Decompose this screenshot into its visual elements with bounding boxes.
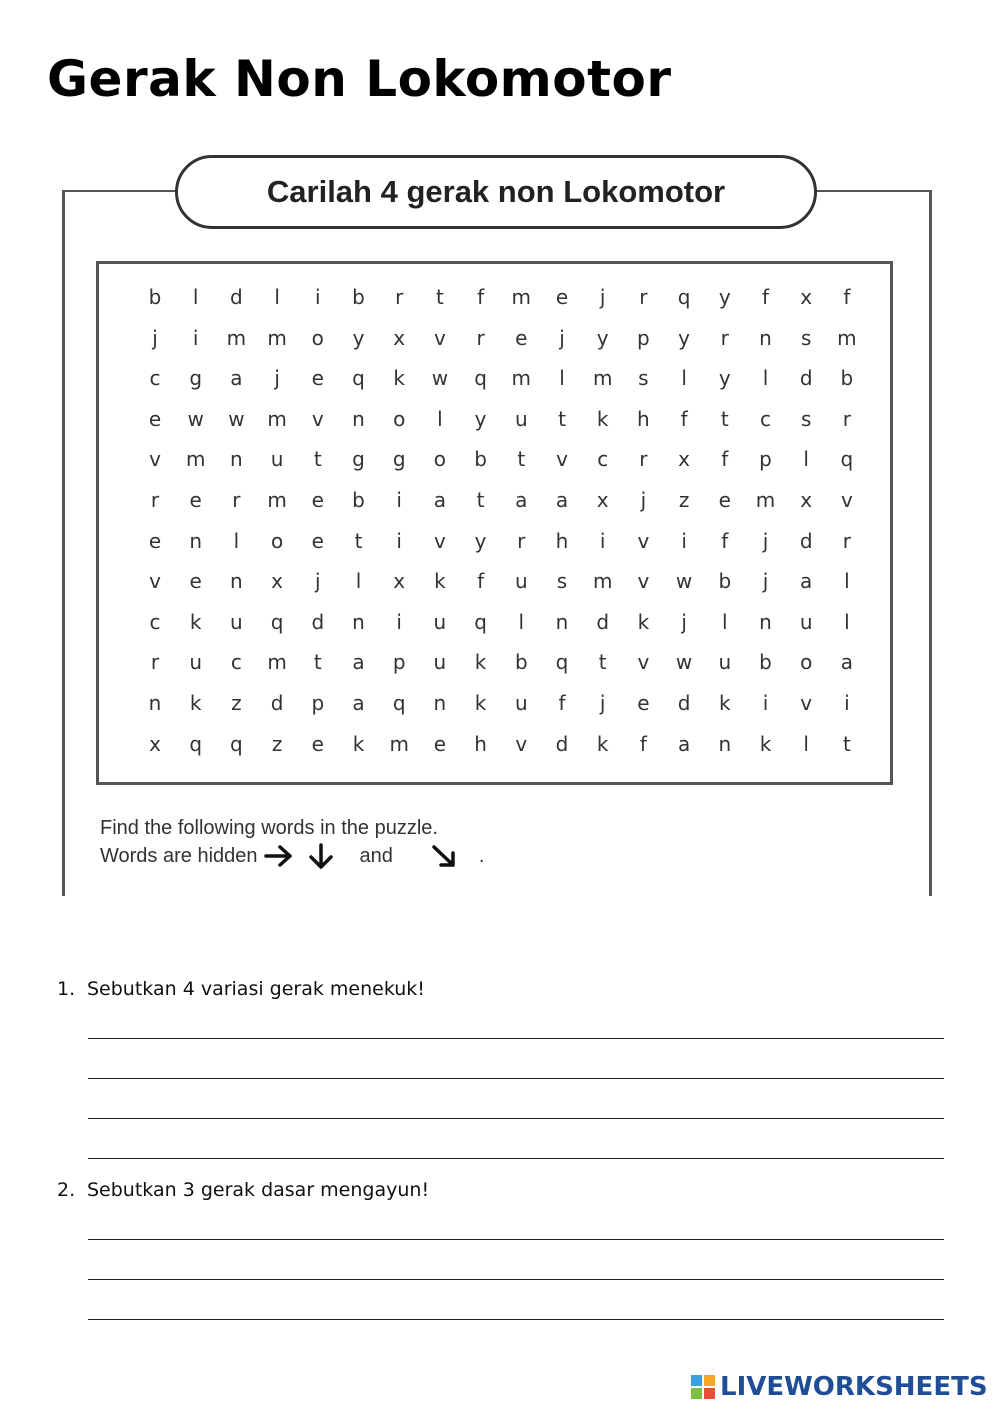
grid-letter[interactable]: d — [799, 366, 813, 391]
grid-letter[interactable]: l — [192, 285, 199, 309]
grid-letter[interactable]: g — [352, 447, 365, 472]
grid-letter[interactable]: v — [311, 406, 324, 431]
grid-row — [99, 683, 890, 723]
grid-letter[interactable]: r — [232, 488, 241, 512]
grid-letter[interactable]: t — [558, 406, 566, 431]
grid-letter[interactable]: u — [433, 609, 447, 634]
grid-letter[interactable]: m — [592, 366, 613, 391]
grid-letter[interactable]: h — [555, 528, 569, 553]
grid-letter[interactable]: q — [352, 366, 365, 391]
grid-letter[interactable]: u — [189, 650, 203, 675]
grid-letter[interactable]: v — [433, 528, 446, 553]
grid-row — [99, 521, 890, 561]
grid-letter[interactable]: f — [639, 731, 647, 756]
grid-letter[interactable]: q — [555, 650, 569, 675]
grid-letter[interactable]: v — [637, 528, 650, 553]
grid-letter[interactable]: t — [598, 650, 607, 675]
grid-letter[interactable]: m — [267, 488, 287, 512]
grid-letter[interactable]: n — [352, 406, 365, 431]
arrow-down-icon — [306, 843, 336, 869]
grid-letter[interactable]: o — [393, 406, 406, 431]
question-2 — [57, 1179, 429, 1201]
question-1 — [57, 978, 425, 1000]
grid-letter[interactable]: f — [680, 406, 688, 431]
grid-letter[interactable]: y — [352, 325, 365, 350]
grid-letter[interactable]: c — [597, 447, 609, 472]
puzzle-heading: Carilah 4 gerak non Lokomotor — [175, 155, 817, 229]
grid-letter[interactable]: i — [192, 325, 199, 350]
grid-letter[interactable]: x — [149, 731, 161, 756]
grid-letter[interactable]: b — [352, 285, 365, 309]
answer-line[interactable] — [88, 1038, 944, 1039]
grid-letter[interactable]: u — [270, 447, 284, 472]
grid-letter[interactable]: f — [477, 285, 485, 309]
grid-letter[interactable]: v — [149, 569, 161, 594]
grid-letter[interactable]: v — [637, 650, 650, 675]
grid-letter[interactable]: q — [840, 447, 854, 472]
grid-letter[interactable]: j — [599, 691, 606, 715]
grid-letter[interactable]: r — [150, 650, 160, 675]
grid-letter[interactable]: d — [230, 285, 243, 309]
grid-letter[interactable]: p — [392, 650, 406, 675]
grid-letter[interactable]: k — [352, 731, 365, 756]
grid-letter[interactable]: w — [187, 406, 204, 431]
grid-letter[interactable]: e — [515, 325, 528, 350]
grid-letter[interactable]: v — [800, 691, 813, 715]
grid-letter[interactable]: e — [637, 691, 650, 715]
grid-letter[interactable]: m — [389, 731, 409, 756]
grid-letter[interactable]: q — [270, 609, 284, 634]
grid-letter[interactable]: q — [392, 691, 406, 715]
grid-letter[interactable]: a — [433, 488, 447, 512]
grid-letter[interactable]: e — [311, 488, 324, 512]
grid-letter[interactable]: k — [434, 569, 446, 594]
answer-line[interactable] — [88, 1158, 944, 1159]
grid-letter[interactable]: c — [149, 366, 161, 391]
grid-letter[interactable]: l — [803, 447, 809, 472]
grid-letter[interactable]: l — [681, 366, 687, 391]
grid-letter[interactable]: u — [718, 650, 732, 675]
grid-letter[interactable]: o — [800, 650, 813, 675]
grid-letter[interactable]: y — [678, 325, 691, 350]
grid-letter[interactable]: e — [311, 528, 324, 553]
grid-letter[interactable]: l — [803, 731, 809, 756]
grid-letter[interactable]: j — [152, 325, 158, 350]
grid-letter[interactable]: y — [718, 366, 731, 391]
grid-letter[interactable]: v — [149, 447, 161, 472]
grid-letter[interactable]: t — [313, 650, 322, 675]
grid-letter[interactable]: w — [675, 650, 693, 675]
grid-letter[interactable]: r — [842, 406, 851, 431]
grid-letter[interactable]: e — [189, 488, 202, 512]
grid-letter[interactable]: a — [352, 691, 365, 715]
grid-letter[interactable]: i — [762, 691, 769, 715]
grid-letter[interactable]: i — [599, 528, 606, 553]
grid-letter[interactable]: z — [678, 488, 690, 512]
grid-letter[interactable]: g — [189, 366, 203, 391]
grid-letter[interactable]: m — [755, 488, 776, 512]
grid-letter[interactable]: x — [800, 285, 813, 309]
grid-letter[interactable]: i — [396, 488, 402, 512]
grid-letter[interactable]: u — [230, 609, 243, 634]
grid-letter[interactable]: p — [311, 691, 325, 715]
answer-line[interactable] — [88, 1239, 944, 1240]
grid-letter[interactable]: d — [596, 609, 610, 634]
grid-letter[interactable]: j — [762, 528, 769, 553]
grid-letter[interactable]: d — [555, 731, 569, 756]
grid-letter[interactable]: t — [435, 285, 444, 309]
grid-letter[interactable]: i — [396, 609, 402, 634]
grid-letter[interactable]: i — [396, 528, 402, 553]
grid-letter[interactable]: k — [189, 691, 202, 715]
grid-letter[interactable]: t — [720, 406, 729, 431]
grid-letter[interactable]: l — [559, 366, 565, 391]
grid-letter[interactable]: j — [681, 609, 687, 634]
grid-letter[interactable]: a — [515, 488, 528, 512]
grid-letter[interactable]: q — [677, 285, 691, 309]
grid-letter[interactable]: a — [677, 731, 691, 756]
answer-line[interactable] — [88, 1078, 944, 1079]
grid-letter[interactable]: k — [189, 609, 202, 634]
grid-letter[interactable]: v — [433, 325, 446, 350]
grid-letter[interactable]: l — [437, 406, 443, 431]
grid-letter[interactable]: b — [352, 488, 365, 512]
question-text: Sebutkan 4 variasi gerak menekuk! — [87, 978, 425, 1000]
grid-letter[interactable]: u — [799, 609, 813, 634]
answer-line[interactable] — [88, 1118, 944, 1119]
grid-letter[interactable]: k — [393, 366, 405, 391]
grid-letter[interactable]: g — [392, 447, 406, 472]
question-text: Sebutkan 3 gerak dasar mengayun! — [87, 1179, 430, 1201]
grid-letter[interactable]: l — [355, 569, 362, 594]
grid-letter[interactable]: k — [719, 691, 731, 715]
arrow-right-icon — [264, 843, 294, 869]
grid-letter[interactable]: w — [431, 366, 449, 391]
grid-letter[interactable]: e — [433, 731, 447, 756]
grid-letter[interactable]: x — [271, 569, 284, 594]
grid-row — [99, 724, 890, 764]
grid-letter[interactable]: j — [762, 569, 769, 594]
grid-letter[interactable]: r — [395, 285, 404, 309]
grid-letter[interactable]: t — [313, 447, 322, 472]
grid-letter[interactable]: q — [230, 731, 243, 756]
grid-row — [99, 439, 890, 479]
grid-letter[interactable]: k — [637, 609, 650, 634]
instruction-and: and — [359, 844, 393, 867]
grid-letter[interactable]: r — [720, 325, 729, 350]
grid-row — [99, 399, 890, 439]
grid-letter[interactable]: v — [515, 731, 528, 756]
grid-letter[interactable]: d — [270, 691, 284, 715]
grid-letter[interactable]: c — [230, 650, 242, 675]
grid-letter[interactable]: y — [596, 325, 609, 350]
grid-letter[interactable]: e — [718, 488, 731, 512]
instruction-prefix: Words are hidden — [100, 844, 258, 867]
grid-letter[interactable]: k — [596, 406, 609, 431]
grid-letter[interactable]: l — [722, 609, 728, 634]
grid-letter[interactable]: u — [514, 691, 528, 715]
grid-letter[interactable]: i — [681, 528, 687, 553]
grid-letter[interactable]: m — [267, 650, 287, 675]
grid-letter[interactable]: x — [678, 447, 691, 472]
grid-row — [99, 561, 890, 601]
grid-letter[interactable]: o — [433, 447, 447, 472]
grid-row — [99, 480, 890, 520]
grid-letter[interactable]: p — [759, 447, 772, 472]
grid-letter[interactable]: e — [189, 569, 202, 594]
grid-letter[interactable]: e — [148, 406, 162, 431]
grid-letter[interactable]: t — [517, 447, 526, 472]
grid-letter[interactable]: h — [474, 731, 487, 756]
grid-letter[interactable]: f — [761, 285, 770, 309]
grid-letter[interactable]: m — [226, 325, 247, 350]
grid-letter[interactable]: r — [517, 528, 526, 553]
instruction-line-1: Find the following words in the puzzle. — [100, 817, 438, 839]
grid-letter[interactable]: d — [311, 609, 325, 634]
grid-letter[interactable]: n — [148, 691, 162, 715]
liveworksheets-logo — [690, 1372, 988, 1402]
grid-letter[interactable]: z — [271, 731, 283, 756]
grid-letter[interactable]: b — [514, 650, 528, 675]
grid-letter[interactable]: m — [511, 366, 532, 391]
grid-letter[interactable]: o — [311, 325, 324, 350]
arrow-down-right-icon — [429, 843, 459, 869]
grid-letter[interactable]: f — [843, 285, 851, 309]
grid-letter[interactable]: x — [393, 569, 406, 594]
page-title: Gerak Non Lokomotor — [47, 50, 672, 108]
grid-letter[interactable]: u — [433, 650, 447, 675]
grid-letter[interactable]: m — [837, 325, 857, 350]
answer-line[interactable] — [88, 1319, 944, 1320]
grid-letter[interactable]: n — [352, 609, 365, 634]
grid-letter[interactable]: n — [230, 569, 243, 594]
grid-letter[interactable]: i — [315, 285, 321, 309]
grid-letter[interactable]: v — [637, 569, 650, 594]
grid-letter[interactable]: a — [555, 488, 569, 512]
grid-letter[interactable]: n — [189, 528, 203, 553]
grid-letter[interactable]: m — [185, 447, 206, 472]
grid-letter[interactable]: k — [759, 731, 772, 756]
grid-letter[interactable]: m — [511, 285, 532, 309]
grid-letter[interactable]: b — [840, 366, 854, 391]
grid-letter[interactable]: r — [476, 325, 485, 350]
grid-letter[interactable]: o — [270, 528, 284, 553]
grid-letter[interactable]: u — [514, 406, 528, 431]
grid-letter[interactable]: v — [840, 488, 853, 512]
grid-letter[interactable]: l — [762, 366, 769, 391]
grid-letter[interactable]: e — [555, 285, 569, 309]
grid-letter[interactable]: v — [556, 447, 568, 472]
grid-row — [99, 318, 890, 358]
grid-letter[interactable]: n — [555, 609, 569, 634]
grid-letter[interactable]: j — [640, 488, 647, 512]
grid-letter[interactable]: p — [637, 325, 650, 350]
instruction-period: . — [478, 844, 485, 867]
grid-letter[interactable]: r — [639, 447, 648, 472]
grid-letter[interactable]: m — [592, 569, 613, 594]
grid-letter[interactable]: k — [474, 691, 487, 715]
grid-letter[interactable]: c — [760, 406, 771, 431]
grid-letter[interactable]: r — [150, 488, 160, 512]
logo-text: LIVEWORKSHEETS — [720, 1372, 988, 1402]
grid-letter[interactable]: b — [718, 569, 732, 594]
grid-letter[interactable]: y — [474, 406, 487, 431]
grid-letter[interactable]: s — [556, 569, 568, 594]
grid-letter[interactable]: i — [844, 691, 850, 715]
grid-letter[interactable]: d — [677, 691, 691, 715]
grid-letter[interactable]: e — [148, 528, 162, 553]
grid-letter[interactable]: u — [514, 569, 528, 594]
liveworksheets-logo-icon — [690, 1374, 716, 1400]
grid-letter[interactable]: l — [233, 528, 240, 553]
grid-letter[interactable]: a — [352, 650, 365, 675]
grid-letter[interactable]: l — [844, 569, 850, 594]
grid-letter[interactable]: c — [149, 609, 161, 634]
grid-letter[interactable]: r — [639, 285, 648, 309]
grid-letter[interactable]: d — [799, 528, 813, 553]
grid-letter[interactable]: f — [477, 569, 485, 594]
grid-row — [99, 277, 890, 317]
grid-letter[interactable]: w — [228, 406, 245, 431]
grid-letter[interactable]: f — [558, 691, 566, 715]
grid-letter[interactable]: a — [840, 650, 854, 675]
grid-letter[interactable]: f — [721, 447, 729, 472]
grid-row — [99, 602, 890, 642]
instruction-line-2 — [100, 843, 484, 869]
grid-letter[interactable]: e — [311, 731, 324, 756]
grid-letter[interactable]: x — [596, 488, 609, 512]
grid-letter[interactable]: h — [637, 406, 650, 431]
grid-letter[interactable]: l — [274, 285, 280, 309]
grid-letter[interactable]: x — [800, 488, 813, 512]
grid-letter[interactable]: q — [474, 366, 487, 391]
grid-letter[interactable]: n — [759, 609, 772, 634]
word-search-grid — [96, 261, 893, 785]
grid-letter[interactable]: j — [315, 569, 321, 594]
grid-letter[interactable]: q — [474, 609, 487, 634]
grid-letter[interactable]: b — [148, 285, 162, 309]
grid-row — [99, 642, 890, 682]
grid-letter[interactable]: t — [842, 731, 851, 756]
grid-letter[interactable]: f — [721, 528, 729, 553]
grid-letter[interactable]: m — [267, 406, 287, 431]
grid-letter[interactable]: q — [189, 731, 203, 756]
grid-letter[interactable]: j — [599, 285, 606, 309]
grid-letter[interactable]: a — [800, 569, 813, 594]
grid-letter[interactable]: j — [559, 325, 565, 350]
grid-letter[interactable]: n — [230, 447, 243, 472]
grid-letter[interactable]: a — [230, 366, 243, 391]
answer-line[interactable] — [88, 1279, 944, 1280]
grid-letter[interactable]: t — [476, 488, 485, 512]
question-number: 1. — [57, 978, 76, 1000]
grid-row — [99, 358, 890, 398]
grid-letter[interactable]: j — [274, 366, 280, 391]
grid-letter[interactable]: m — [267, 325, 287, 350]
grid-letter[interactable]: n — [433, 691, 447, 715]
grid-letter[interactable]: s — [800, 325, 812, 350]
grid-letter[interactable]: b — [759, 650, 772, 675]
grid-letter[interactable]: b — [474, 447, 487, 472]
grid-letter[interactable]: n — [759, 325, 772, 350]
grid-letter[interactable]: x — [393, 325, 406, 350]
grid-letter[interactable]: e — [311, 366, 324, 391]
grid-letter[interactable]: n — [718, 731, 732, 756]
question-number: 2. — [57, 1179, 76, 1201]
grid-letter[interactable]: k — [596, 731, 609, 756]
grid-letter[interactable]: w — [675, 569, 693, 594]
grid-letter[interactable]: l — [844, 609, 850, 634]
grid-letter[interactable]: l — [518, 609, 525, 634]
grid-letter[interactable]: y — [718, 285, 731, 309]
grid-letter[interactable]: s — [638, 366, 649, 391]
grid-letter[interactable]: z — [231, 691, 242, 715]
grid-letter[interactable]: s — [800, 406, 812, 431]
grid-letter[interactable]: y — [474, 528, 487, 553]
grid-letter[interactable]: t — [354, 528, 363, 553]
grid-letter[interactable]: r — [842, 528, 851, 553]
grid-letter[interactable]: k — [474, 650, 487, 675]
